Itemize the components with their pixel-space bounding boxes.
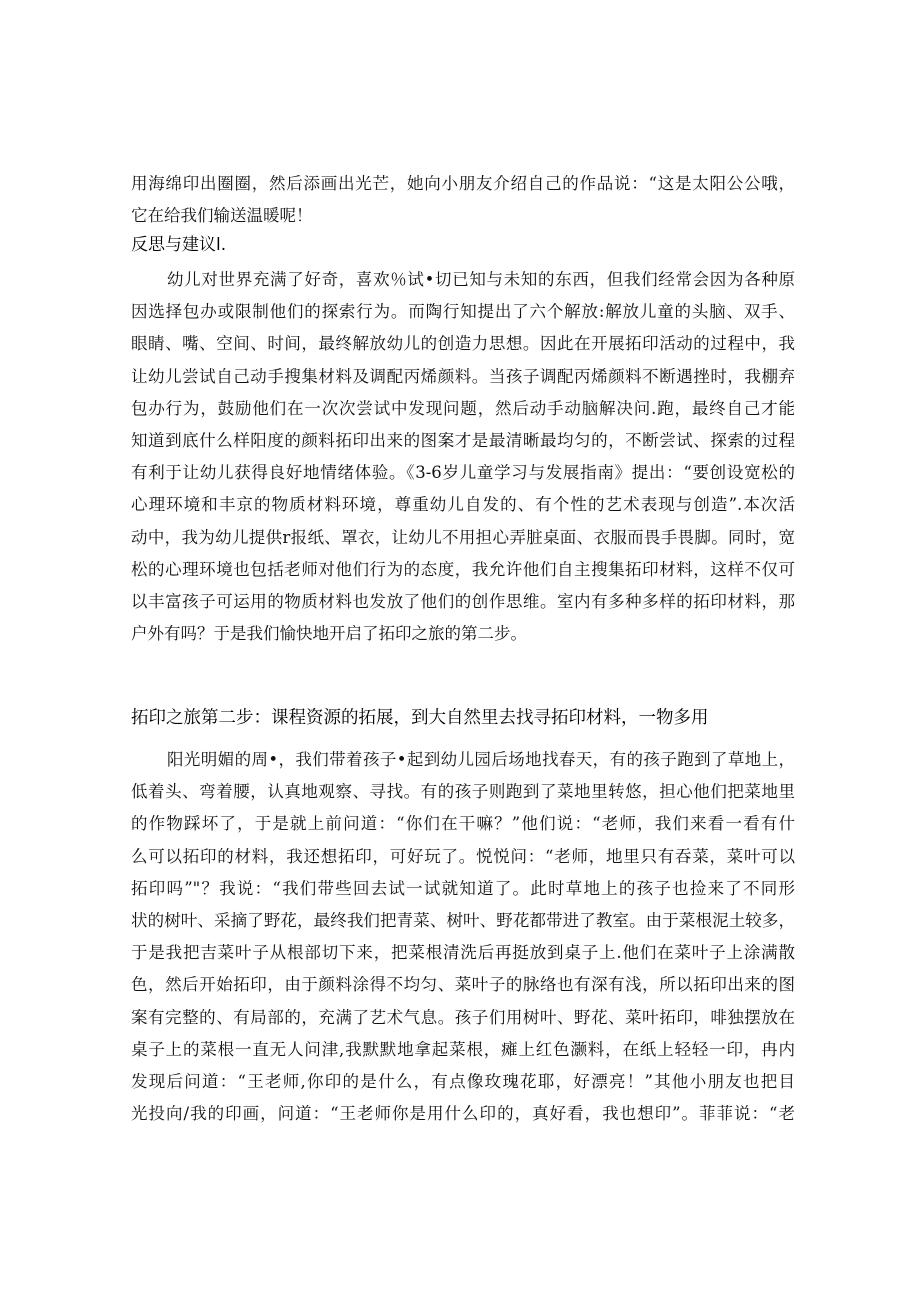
text-line: 拓印吗”"？我说：“我们带些回去试一试就知道了。此时草地上的孩子也捡来了不同形 — [131, 878, 795, 898]
section-heading-reflection: 反思与建议l. — [131, 235, 227, 255]
text-line: 桌子上的菜根一直无人问津,我默默地拿起菜根，瘫上红色灏料，在纸上轻轻一印，冉内 — [131, 1039, 795, 1059]
text-line: 它在给我们输送温暖呢！ — [131, 206, 313, 226]
text-line: 低着头、弯着腰，认真地观察、寻找。有的孩子则跑到了菜地里转悠，担心他们把菜地里 — [131, 782, 795, 802]
text-line: 知道到底什么样阳度的颜料拓印出来的图案才是最清晰最均匀的，不断尝试、探索的过程 — [131, 430, 795, 450]
text-line: 眼睛、嘴、空间、时间，最终解放幼儿的创造力思想。因此在开展拓印活动的过程中，我 — [131, 334, 795, 354]
text-line: 发现后问道：“王老师,你印的是什么，有点像玫瑰花耶，好漂亮！”其他小朋友也把目 — [131, 1071, 795, 1091]
intro-paragraph — [131, 168, 795, 232]
text-line: 户外有吗？于是我们愉快地开启了拓印之旅的第二步。 — [131, 624, 527, 644]
text-line: 么可以拓印的材料，我还想拓印，可好玩了。悦悦问：“老师，地里只有吞菜，菜叶可以 — [131, 846, 795, 866]
section-heading-journey: 拓印之旅第二步：课程资源的拓展，到大自然里去找寻拓印材料，一物多用 — [131, 708, 709, 728]
text-line: 光投向/我的印画，问道：“王老师你是用什么印的，真好看，我也想印”。菲菲说：“老 — [131, 1104, 795, 1124]
text-line: 让幼儿尝试自己动手搜集材料及调配丙烯颜料。当孩子调配丙烯颜料不断遇挫时，我棚弃 — [131, 366, 795, 386]
text-line: 因选择包办或限制他们的探索行为。而陶行知提出了六个解放:解放儿童的头脑、双手、 — [131, 302, 795, 322]
text-line: 包办行为，鼓励他们在一次次尝试中发现问题，然后动手动脑解决问.跑，最终自己才能 — [131, 398, 795, 418]
text-line: 有利于让幼儿获得良好地情绪体验。《3-6岁儿童学习与发展指南》提出：“要创设宽松的 — [131, 463, 795, 483]
text-line: 心理环境和丰京的物质材料环境，尊重幼儿自发的、有个性的艺术表现与创造”.本次活 — [131, 495, 795, 515]
text-line: 阳光明媚的周•，我们带着孩子•起到幼儿园后场地找春天，有的孩子跑到了草地上， — [167, 750, 795, 769]
text-line: 的作物踩坏了，于是就上前问道：“你们在干嘛？”他们说：“老师，我们来看一看有什 — [131, 814, 795, 834]
text-line: 以丰富孩子可运用的物质材料也发放了他们的创作思维。室内有多种多样的拓印材料，那 — [131, 591, 795, 611]
text-line: 状的树叶、采摘了野花，最终我们把青菜、树叶、野花都带进了教室。由于菜根泥土较多， — [131, 910, 795, 930]
text-line: 松的心理环境也包括老师对他们行为的态度，我允许他们自主搜集拓印材料，这样不仅可 — [131, 559, 795, 579]
text-line: 于是我把吉菜叶子从根部切下来，把菜根清洗后再挺放到桌子上.他们在菜叶子上涂满散 — [131, 943, 795, 963]
text-line: 案有完整的、有局部的，充满了艺术气息。孩子们用树叶、野花、菜叶拓印，啡独摆放在 — [131, 1007, 795, 1027]
text-line: 动中，我为幼儿提供r报纸、罩衣，让幼儿不用担心弄脏桌面、衣服而畏手畏脚。同时，宽 — [131, 527, 795, 547]
text-line: 用海绵印出圈圈，然后添画出光芒，她向小朋友介绍自己的作品说：“这是太阳公公哦， — [131, 174, 795, 193]
text-line: 色，然后开始拓印，由于颜料涂得不均匀、菜叶子的脉络也有深有浅，所以拓印出来的图 — [131, 975, 795, 995]
reflection-paragraph — [131, 264, 795, 650]
journey-paragraph — [131, 744, 795, 1130]
text-line: 幼儿对世界充满了好奇，喜欢％试•切已知与未知的东西，但我们经常会因为各种原 — [167, 270, 795, 289]
